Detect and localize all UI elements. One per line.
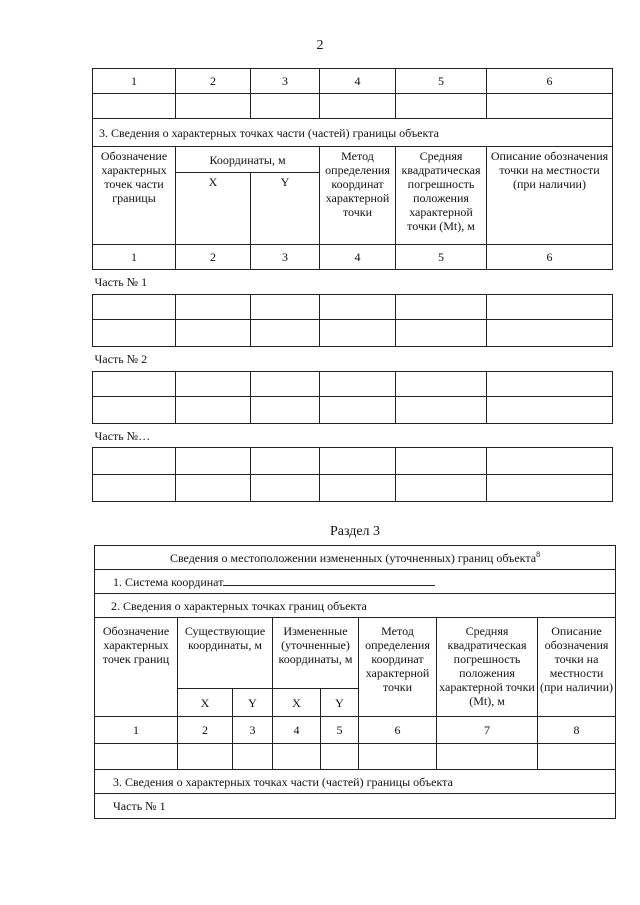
part-label: Часть № 1 [95, 794, 616, 819]
table-cell [251, 94, 320, 119]
table-cell [95, 744, 178, 770]
table-row [93, 397, 613, 424]
header-changed-coordinates: Измененные (уточненные) координаты, м [273, 618, 359, 689]
header-method: Метод определения координат характерной точки [359, 618, 437, 717]
header-description: Описание обозначения точки на местности (при наличии) [538, 618, 616, 717]
table-cell [176, 295, 251, 320]
table-cell [93, 372, 176, 397]
table-cell [396, 295, 487, 320]
column-number: 3 [251, 69, 320, 94]
table-row [93, 147, 613, 173]
table-row [93, 475, 613, 502]
table-cell [176, 397, 251, 424]
table-row [95, 594, 616, 618]
header-y: Y [321, 689, 359, 717]
parts-title: 3. Сведения о характерных точках части (частей) границы объекта [95, 770, 616, 794]
column-number: 2 [178, 717, 233, 744]
header-designation: Обозначение характерных точек границ [95, 618, 178, 717]
table-row [93, 119, 613, 147]
table-cell [176, 320, 251, 347]
table-row [95, 546, 616, 570]
table-row [93, 94, 613, 119]
column-number: 4 [320, 245, 396, 270]
changed-boundaries-table [94, 545, 616, 819]
column-number: 7 [437, 717, 538, 744]
column-number: 6 [487, 245, 613, 270]
table-cell [251, 320, 320, 347]
coordinate-system-blank [223, 574, 435, 586]
column-number: 6 [487, 69, 613, 94]
footnote-marker: 8 [536, 549, 541, 559]
header-y: Y [251, 173, 320, 245]
column-number: 8 [538, 717, 616, 744]
table-row [95, 770, 616, 794]
column-number: 1 [93, 245, 176, 270]
table-cell [251, 397, 320, 424]
table-cell [396, 94, 487, 119]
table-cell [396, 320, 487, 347]
table-row [93, 295, 613, 320]
table-row [93, 270, 613, 295]
page-number: 2 [316, 38, 324, 53]
column-number: 5 [321, 717, 359, 744]
table-cell [321, 744, 359, 770]
table-row [95, 618, 616, 689]
table-cell [320, 320, 396, 347]
table-cell [396, 448, 487, 475]
column-number: 6 [359, 717, 437, 744]
coordinate-system-row [95, 570, 616, 594]
table-row [93, 424, 613, 448]
table-cell [251, 295, 320, 320]
table-cell [251, 475, 320, 502]
table-row [93, 347, 613, 372]
table-cell [176, 475, 251, 502]
header-x: X [178, 689, 233, 717]
table-row [95, 570, 616, 594]
column-number: 5 [396, 69, 487, 94]
column-number: 3 [251, 245, 320, 270]
column-number: 1 [93, 69, 176, 94]
header-existing-coordinates: Существующие координаты, м [178, 618, 273, 689]
header-error: Средняя квадратическая погрешность положения характерной точки (Mt), м [437, 618, 538, 717]
part-boundary-points-table [92, 68, 613, 502]
column-number: 2 [176, 245, 251, 270]
column-number: 3 [233, 717, 273, 744]
section-title: 3. Сведения о характерных точках части (частей) границы объекта [93, 119, 613, 147]
table-cell [178, 744, 233, 770]
column-number: 5 [396, 245, 487, 270]
coordinate-system-label: 1. Система координат [113, 575, 224, 589]
table-row [95, 717, 616, 744]
table-cell [359, 744, 437, 770]
table-cell [233, 744, 273, 770]
table-cell [437, 744, 538, 770]
column-number: 1 [95, 717, 178, 744]
table-cell [320, 448, 396, 475]
header-description: Описание обозначения точки на местности (при наличии) [487, 147, 613, 245]
table-row [93, 372, 613, 397]
section-heading [95, 546, 616, 570]
part-label: Часть № 1 [93, 270, 613, 295]
table-cell [538, 744, 616, 770]
points-title: 2. Сведения о характерных точках границ объекта [95, 594, 616, 618]
header-method: Метод определения координат характерной точки [320, 147, 396, 245]
table-cell [487, 94, 613, 119]
table-cell [93, 397, 176, 424]
heading-text: Сведения о местоположении измененных (уточненных) границ объекта [169, 550, 537, 565]
table-cell [320, 475, 396, 502]
table-cell [487, 448, 613, 475]
section-title: Раздел 3 [329, 524, 381, 539]
header-coordinates: Координаты, м [176, 147, 320, 173]
table-row [95, 744, 616, 770]
table-row [93, 245, 613, 270]
table-cell [396, 397, 487, 424]
header-x: X [176, 173, 251, 245]
header-y: Y [233, 689, 273, 717]
table-cell [487, 320, 613, 347]
table-cell [320, 295, 396, 320]
table-cell [320, 94, 396, 119]
table-cell [93, 295, 176, 320]
table-cell [487, 295, 613, 320]
table-cell [251, 372, 320, 397]
table-cell [487, 475, 613, 502]
column-number: 4 [273, 717, 321, 744]
table-row [93, 320, 613, 347]
table-cell [320, 372, 396, 397]
table-cell [176, 448, 251, 475]
table-cell [93, 475, 176, 502]
header-error: Средняя квадратическая погрешность положения характерной точки (Mt), м [396, 147, 487, 245]
table-row [93, 448, 613, 475]
table-cell [396, 475, 487, 502]
table-cell [93, 448, 176, 475]
column-number: 2 [176, 69, 251, 94]
table-cell [273, 744, 321, 770]
table-cell [176, 94, 251, 119]
part-label: Часть № 2 [93, 347, 613, 372]
part-label: Часть №… [93, 424, 613, 448]
column-number: 4 [320, 69, 396, 94]
table-cell [487, 372, 613, 397]
table-cell [93, 94, 176, 119]
header-x: X [273, 689, 321, 717]
table-cell [93, 320, 176, 347]
table-cell [396, 372, 487, 397]
table-row [95, 794, 616, 819]
table-row [93, 69, 613, 94]
header-designation: Обозначение характерных точек части границы [93, 147, 176, 245]
table-cell [320, 397, 396, 424]
table-cell [251, 448, 320, 475]
table-cell [176, 372, 251, 397]
table-cell [487, 397, 613, 424]
